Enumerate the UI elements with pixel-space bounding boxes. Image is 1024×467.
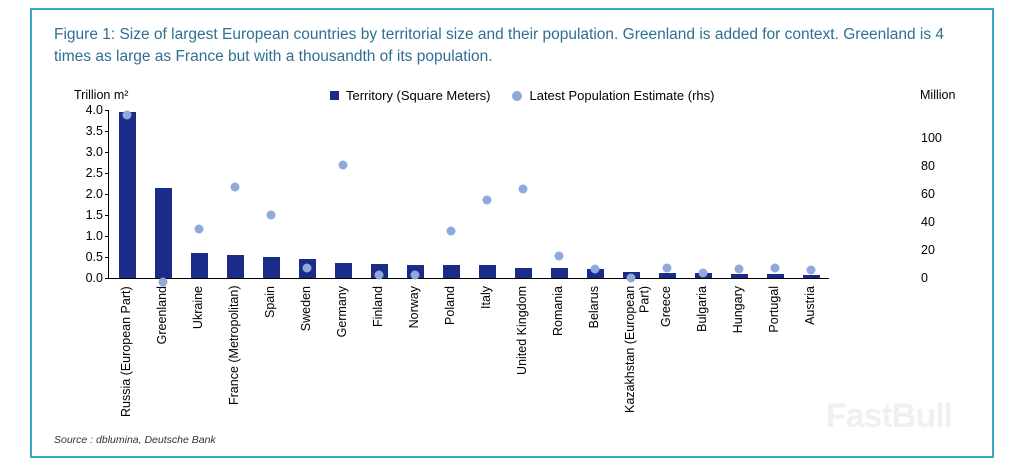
category-label: Portugal [767, 286, 781, 333]
y-axis-tick-mark [105, 110, 109, 111]
category-label: Germany [335, 286, 349, 338]
y-axis-right-tick: 80 [921, 159, 935, 173]
population-dot [195, 225, 204, 234]
figure-panel [30, 8, 994, 458]
y-axis-right-tick: 20 [921, 243, 935, 257]
category-label: United Kingdom [515, 286, 529, 375]
category-label: Romania [551, 286, 565, 337]
population-dot [339, 160, 348, 169]
population-dot [519, 184, 528, 193]
y-axis-left-tick: 1.0 [85, 229, 103, 243]
plot-area [85, 103, 942, 417]
population-dot [123, 110, 132, 119]
population-dot [771, 264, 780, 273]
category-label: Greenland [155, 286, 169, 345]
y-axis-tick-mark [105, 257, 109, 258]
category-label: Belarus [587, 286, 601, 329]
category-label: Ukraine [191, 286, 205, 330]
bar [803, 275, 820, 278]
y-axis-left-tick: 2.0 [85, 187, 103, 201]
population-dot [591, 265, 600, 274]
y-axis-tick-mark [105, 194, 109, 195]
y-axis-right-tick: 60 [921, 187, 935, 201]
y-axis-right-title: Million [920, 88, 956, 102]
bar [551, 268, 568, 278]
population-dot [663, 263, 672, 272]
source-note: Source : dblumina, Deutsche Bank [54, 434, 216, 446]
legend-item-territory [330, 88, 490, 103]
y-axis-tick-mark [105, 215, 109, 216]
y-axis-tick-mark [105, 278, 109, 279]
y-axis-left-tick: 0.5 [85, 250, 103, 264]
y-axis-right-tick: 40 [921, 215, 935, 229]
y-axis-tick-mark [105, 152, 109, 153]
population-dot [735, 265, 744, 274]
population-dot [231, 183, 240, 192]
bar [443, 265, 460, 278]
y-axis-left-tick: 3.0 [85, 145, 103, 159]
legend-item-population [512, 88, 714, 103]
category-label: Hungary [731, 286, 745, 334]
population-dot [699, 269, 708, 278]
population-dot [555, 251, 564, 260]
chart-legend [330, 88, 714, 103]
population-dot [483, 195, 492, 204]
category-label: Austria [803, 286, 817, 325]
y-axis-right-tick: 0 [921, 271, 928, 285]
legend-label-territory: Territory (Square Meters) [346, 88, 491, 103]
figure-caption: Figure 1: Size of largest European countries by territorial size and their population. Greenland is added for context. Greenland is 4 times as large as France but with a thousandth of its population. [54, 26, 945, 66]
y-axis-left-tick: 1.5 [85, 208, 103, 222]
bar [515, 268, 532, 278]
category-label: Spain [263, 286, 277, 318]
legend-dot-icon [512, 91, 522, 101]
y-axis-tick-mark [105, 173, 109, 174]
category-label: Kazakhstan (European Part) [623, 286, 652, 414]
y-axis-tick-mark [105, 131, 109, 132]
y-axis-left-title: Trillion m² [74, 88, 129, 102]
chart-container [40, 82, 988, 442]
category-label: Bulgaria [695, 286, 709, 332]
category-label: France (Metropolitan) [227, 286, 241, 406]
bar [227, 255, 244, 278]
y-axis-left-tick: 0.0 [85, 271, 103, 285]
population-dot [807, 265, 816, 274]
category-label: Greece [659, 286, 673, 327]
population-dot [375, 270, 384, 279]
category-label: Sweden [299, 286, 313, 332]
y-axis-left-tick: 3.5 [85, 124, 103, 138]
population-dot [447, 226, 456, 235]
watermark-logo: FastBull [825, 397, 952, 435]
bar [479, 265, 496, 278]
legend-square-icon [330, 91, 339, 100]
bar [155, 188, 172, 278]
bar [335, 263, 352, 278]
bar [191, 253, 208, 278]
y-axis-left-tick: 4.0 [85, 103, 103, 117]
category-label: Finland [371, 286, 385, 327]
legend-label-population: Latest Population Estimate (rhs) [529, 88, 715, 103]
bar [263, 257, 280, 278]
bar [731, 274, 748, 278]
y-axis-right-tick: 100 [921, 131, 942, 145]
population-dot [303, 263, 312, 272]
category-label: Norway [407, 286, 421, 329]
category-label: Poland [443, 286, 457, 325]
category-label: Italy [479, 286, 493, 309]
category-label: Russia (European Part) [119, 286, 133, 417]
bar [659, 273, 676, 278]
y-axis-left-tick: 2.5 [85, 166, 103, 180]
bar [119, 112, 136, 278]
y-axis-tick-mark [105, 236, 109, 237]
population-dot [267, 211, 276, 220]
population-dot [627, 273, 636, 282]
population-dot [411, 270, 420, 279]
bar [767, 274, 784, 278]
